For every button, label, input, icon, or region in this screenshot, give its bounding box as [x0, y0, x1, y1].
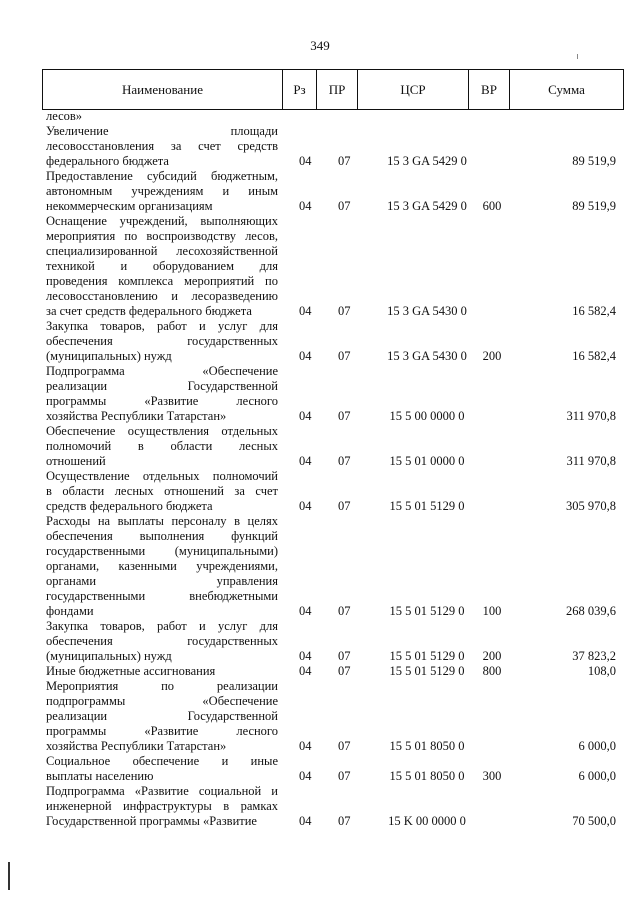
row-sum: 16 582,4 — [572, 304, 616, 318]
row-name-line: инженерной инфраструктуры в рамках — [46, 799, 278, 813]
row-name-line: органами, казенными учреждениями, — [46, 559, 278, 573]
header-rz: Рз — [283, 70, 317, 110]
row-sum: 89 519,9 — [572, 199, 616, 213]
table-row — [46, 619, 616, 664]
table-body — [46, 109, 616, 829]
row-sum: 89 519,9 — [572, 154, 616, 168]
row-rz: 04 — [299, 604, 312, 618]
row-csr: 15 5 01 8050 0 — [389, 769, 465, 783]
row-sum: 305 970,8 — [566, 499, 616, 513]
row-name — [46, 784, 616, 829]
row-name-line: обеспечения государственных — [46, 634, 278, 648]
row-vr: 600 — [482, 199, 502, 213]
row-name-line: автономным учреждениям и иным — [46, 184, 278, 198]
row-name — [46, 109, 616, 124]
row-rz: 04 — [299, 304, 312, 318]
row-rz: 04 — [299, 454, 312, 468]
table-row — [46, 124, 616, 169]
row-rz: 04 — [299, 349, 312, 363]
row-pr: 07 — [338, 304, 351, 318]
row-pr: 07 — [338, 604, 351, 618]
row-name-line: фондами — [46, 604, 94, 618]
row-sum: 268 039,6 — [566, 604, 616, 618]
row-name — [46, 424, 616, 469]
row-csr: 15 5 01 5129 0 — [389, 604, 465, 618]
row-name-line: лесов» — [46, 109, 83, 123]
row-name-line: Иные бюджетные ассигнования — [46, 664, 216, 678]
row-pr: 07 — [338, 409, 351, 423]
table-header — [42, 69, 624, 110]
row-name-line: Осуществление отдельных полномочий — [46, 469, 278, 483]
row-name-line: (муниципальных) нужд — [46, 649, 172, 663]
row-name-line: за счет средств федерального бюджета — [46, 304, 252, 318]
row-name-line: реализации Государственной — [46, 709, 278, 723]
row-vr: 800 — [482, 664, 502, 678]
row-name-line: Закупка товаров, работ и услуг для — [46, 619, 278, 633]
table-row — [46, 109, 616, 124]
row-name — [46, 469, 616, 514]
row-rz: 04 — [299, 409, 312, 423]
row-name-line: Оснащение учреждений, выполняющих — [46, 214, 278, 228]
row-csr: 15 3 GA 5430 0 — [387, 349, 467, 363]
row-name — [46, 364, 616, 424]
row-name — [46, 664, 616, 679]
row-name — [46, 619, 616, 664]
row-csr: 15 5 01 5129 0 — [389, 664, 465, 678]
row-vr: 200 — [482, 649, 502, 663]
row-name-line: техникой и оборудованием для — [46, 259, 278, 273]
row-name — [46, 214, 616, 319]
row-name-line: выплаты населению — [46, 769, 154, 783]
row-name-line: полномочий в области лесных — [46, 439, 278, 453]
table-row — [46, 784, 616, 829]
header-sum: Сумма — [510, 70, 624, 110]
row-sum: 37 823,2 — [572, 649, 616, 663]
row-name-line: Подпрограмма «Обеспечение — [46, 364, 278, 378]
row-name — [46, 319, 616, 364]
row-sum: 311 970,8 — [566, 454, 616, 468]
row-name-line: программы «Развитие лесного — [46, 724, 278, 738]
row-rz: 04 — [299, 769, 312, 783]
row-rz: 04 — [299, 499, 312, 513]
row-name — [46, 169, 616, 214]
row-name-line: обеспечения выполнения функций — [46, 529, 278, 543]
table-row — [46, 664, 616, 679]
row-sum: 70 500,0 — [572, 814, 616, 828]
row-vr: 200 — [482, 349, 502, 363]
row-sum: 6 000,0 — [578, 739, 616, 753]
row-name-line: Обеспечение осуществления отдельных — [46, 424, 278, 438]
header-pr: ПР — [317, 70, 358, 110]
table-row — [46, 469, 616, 514]
row-name-line: отношений — [46, 454, 106, 468]
row-name-line: органами управления — [46, 574, 278, 588]
row-csr: 15 K 00 0000 0 — [388, 814, 466, 828]
row-pr: 07 — [338, 499, 351, 513]
table-row — [46, 679, 616, 754]
row-rz: 04 — [299, 814, 312, 828]
row-name — [46, 679, 616, 754]
scan-mark — [577, 54, 578, 59]
table-row — [46, 424, 616, 469]
row-pr: 07 — [338, 199, 351, 213]
row-pr: 07 — [338, 814, 351, 828]
row-name-line: Расходы на выплаты персоналу в целях — [46, 514, 278, 528]
row-csr: 15 3 GA 5430 0 — [387, 304, 467, 318]
row-name-line: Увеличение площади — [46, 124, 278, 138]
row-name-line: государственными внебюджетными — [46, 589, 278, 603]
row-rz: 04 — [299, 664, 312, 678]
row-name — [46, 514, 616, 619]
row-pr: 07 — [338, 664, 351, 678]
row-name-line: Государственной программы «Развитие — [46, 814, 257, 828]
table-row — [46, 319, 616, 364]
table-row — [46, 214, 616, 319]
row-pr: 07 — [338, 454, 351, 468]
scan-edge-mark — [8, 862, 10, 890]
row-vr: 100 — [482, 604, 502, 618]
row-pr: 07 — [338, 154, 351, 168]
row-name-line: Подпрограмма «Развитие социальной и — [46, 784, 278, 798]
row-pr: 07 — [338, 649, 351, 663]
table-row — [46, 169, 616, 214]
row-csr: 15 5 01 5129 0 — [389, 499, 465, 513]
row-name-line: обеспечения государственных — [46, 334, 278, 348]
row-name-line: проведения комплекса мероприятий по — [46, 274, 278, 288]
row-name — [46, 754, 616, 784]
row-name-line: реализации Государственной — [46, 379, 278, 393]
row-name-line: Мероприятия по реализации — [46, 679, 278, 693]
row-name-line: федерального бюджета — [46, 154, 169, 168]
row-sum: 16 582,4 — [572, 349, 616, 363]
row-name-line: Социальное обеспечение и иные — [46, 754, 278, 768]
row-csr: 15 5 00 0000 0 — [389, 409, 465, 423]
row-name-line: лесовосстановления за счет средств — [46, 139, 278, 153]
row-pr: 07 — [338, 769, 351, 783]
row-pr: 07 — [338, 349, 351, 363]
row-name-line: хозяйства Республики Татарстан» — [46, 409, 227, 423]
header-name: Наименование — [43, 70, 283, 110]
row-name-line: хозяйства Республики Татарстан» — [46, 739, 227, 753]
table-row — [46, 754, 616, 784]
row-name-line: мероприятия по воспроизводству лесов, — [46, 229, 278, 243]
row-pr: 07 — [338, 739, 351, 753]
row-name-line: Закупка товаров, работ и услуг для — [46, 319, 278, 333]
row-name-line: лесовосстановлению и лесоразведению — [46, 289, 278, 303]
row-name-line: (муниципальных) нужд — [46, 349, 172, 363]
row-rz: 04 — [299, 199, 312, 213]
row-name-line: программы «Развитие лесного — [46, 394, 278, 408]
row-csr: 15 3 GA 5429 0 — [387, 199, 467, 213]
row-name-line: средств федерального бюджета — [46, 499, 213, 513]
row-name-line: некоммерческим организациям — [46, 199, 213, 213]
row-name-line: в области лесных отношений за счет — [46, 484, 278, 498]
row-csr: 15 5 01 0000 0 — [389, 454, 465, 468]
row-csr: 15 5 01 8050 0 — [389, 739, 465, 753]
row-vr: 300 — [482, 769, 502, 783]
row-name-line: специализированной лесохозяйственной — [46, 244, 278, 258]
row-rz: 04 — [299, 154, 312, 168]
row-sum: 6 000,0 — [578, 769, 616, 783]
row-csr: 15 5 01 5129 0 — [389, 649, 465, 663]
header-vr: ВР — [469, 70, 510, 110]
page-number: 349 — [310, 38, 330, 53]
header-csr: ЦСР — [358, 70, 469, 110]
table-row — [46, 364, 616, 424]
row-name-line: подпрограммы «Обеспечение — [46, 694, 278, 708]
row-sum: 108,0 — [587, 664, 616, 678]
row-name-line: государственными (муниципальными) — [46, 544, 278, 558]
row-name — [46, 124, 616, 169]
row-sum: 311 970,8 — [566, 409, 616, 423]
row-rz: 04 — [299, 649, 312, 663]
row-rz: 04 — [299, 739, 312, 753]
table-row — [46, 514, 616, 619]
row-name-line: Предоставление субсидий бюджетным, — [46, 169, 278, 183]
row-csr: 15 3 GA 5429 0 — [387, 154, 467, 168]
